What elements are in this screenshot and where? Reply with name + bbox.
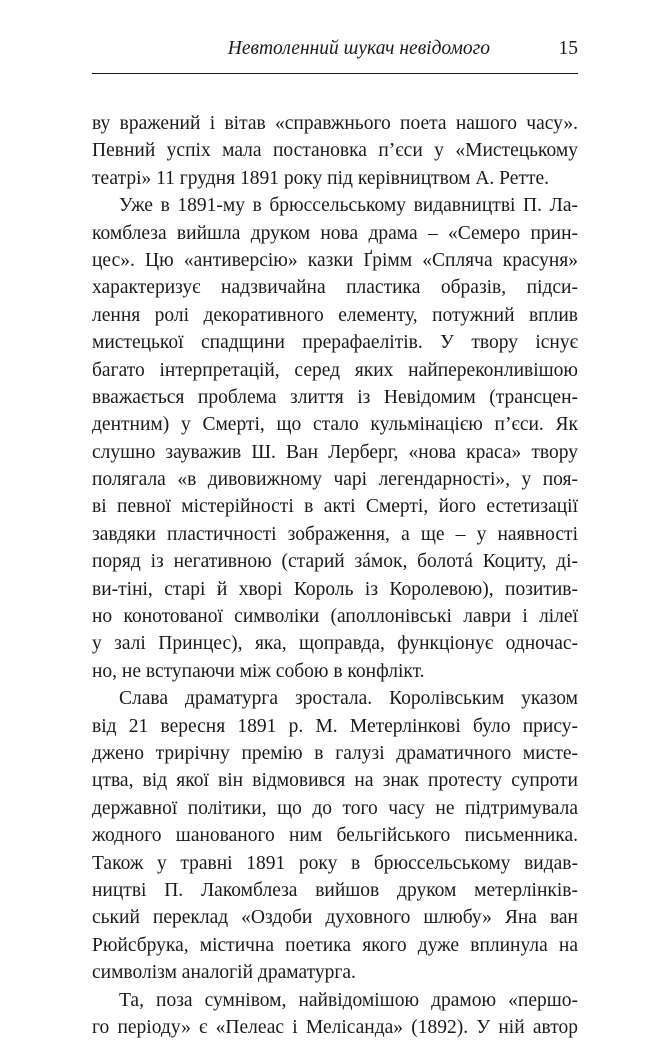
page-number: 15 [558,38,578,59]
text-line: державної політики, що до того часу не підтримувала [92,797,578,819]
text-line: у залі Принцес), яка, щоправда, функціонує одночас- [92,633,578,655]
text-line: но конотованої символіки (аполлонівські лаври і лілеї [92,606,578,628]
text-line: завдяки пластичності зображення, а ще – у наявності [92,523,578,545]
text-line: полягала «в дивовижному чарі легендарності», у поя- [92,469,578,491]
text-line: Слава драматурга зростала. Королівським указом [119,688,578,710]
text-line: ву вражений і вітав «справжнього поета нашого часу». [92,113,578,134]
text-line: характеризує надзвичайна пластика образів, підси- [92,277,578,299]
text-line: жодного шанованого ним бельгійського письменника. [92,825,578,847]
text-line: го періоду» є «Пелеас і Мелісанда» (1892). У ній автор [92,1016,578,1038]
text-line: лення ролі декоративного елементу, потужний вплив [92,304,578,326]
text-line: Уже в 1891-му в брюссельському видавництві П. Ла- [119,195,578,217]
text-line: вважається проблема злиття із Невідомим (трансцен- [92,386,578,408]
text-line: ві певної містерійності в акті Смерті, його естетизації [92,496,578,518]
text-line: слушно зауважив Ш. Ван Лерберг, «нова краса» твору [92,441,578,463]
text-line: ви-тіні, старі й хворі Король із Королевою), позитив- [92,578,578,600]
text-line: театрі» 11 грудня 1891 року під керівництвом А. Ретте. [92,167,549,189]
text-line: ництві П. Лакомблеза вийшов друком метерлінків- [92,879,578,901]
text-line: комблеза вийшла друком нова драма – «Семеро прин- [92,222,578,244]
text-line: від 21 вересня 1891 р. М. Метерлінкові було прису- [92,715,578,737]
header-rule [92,73,578,74]
text-line: мистецької спадщини прерафаелітів. У твору існує [92,332,578,354]
text-line: цтва, від якої він відмовився на знак протесту супроти [92,770,578,792]
text-line: цес». Цю «антиверсію» казки Ґрімм «Спляча красуня» [92,249,578,271]
body-text [92,110,578,1041]
text-line: багато інтерпретацій, серед яких найпереконливішою [92,359,578,381]
text-line: дентним) у Смерті, що стало кульмінацією п’єси. Як [92,414,578,436]
text-line: символізм аналогій драматурга. [92,962,356,984]
text-line: поряд із негативною (старий зáмок, болотá Коциту, ді- [92,551,578,573]
running-head [92,34,578,70]
text-line: Певний успіх мала постановка п’єси у «Мистецькому [92,140,578,162]
text-line: Та, поза сумнівом, найвідомішою драмою «першо- [119,989,578,1011]
text-line: джено трирічну премію в галузі драматичного мисте- [92,742,578,764]
text-line: но, не вступаючи між собою в конфлікт. [92,660,425,682]
text-line: Також у травні 1891 року в брюссельському видав- [92,852,578,874]
text-line: Рюйсбрука, містична поетика якого дуже вплинула на [92,934,578,956]
text-line: ський переклад «Оздоби духовного шлюбу» Яна ван [92,907,578,929]
running-title: Невтоленний шукач невідомого [227,38,490,59]
